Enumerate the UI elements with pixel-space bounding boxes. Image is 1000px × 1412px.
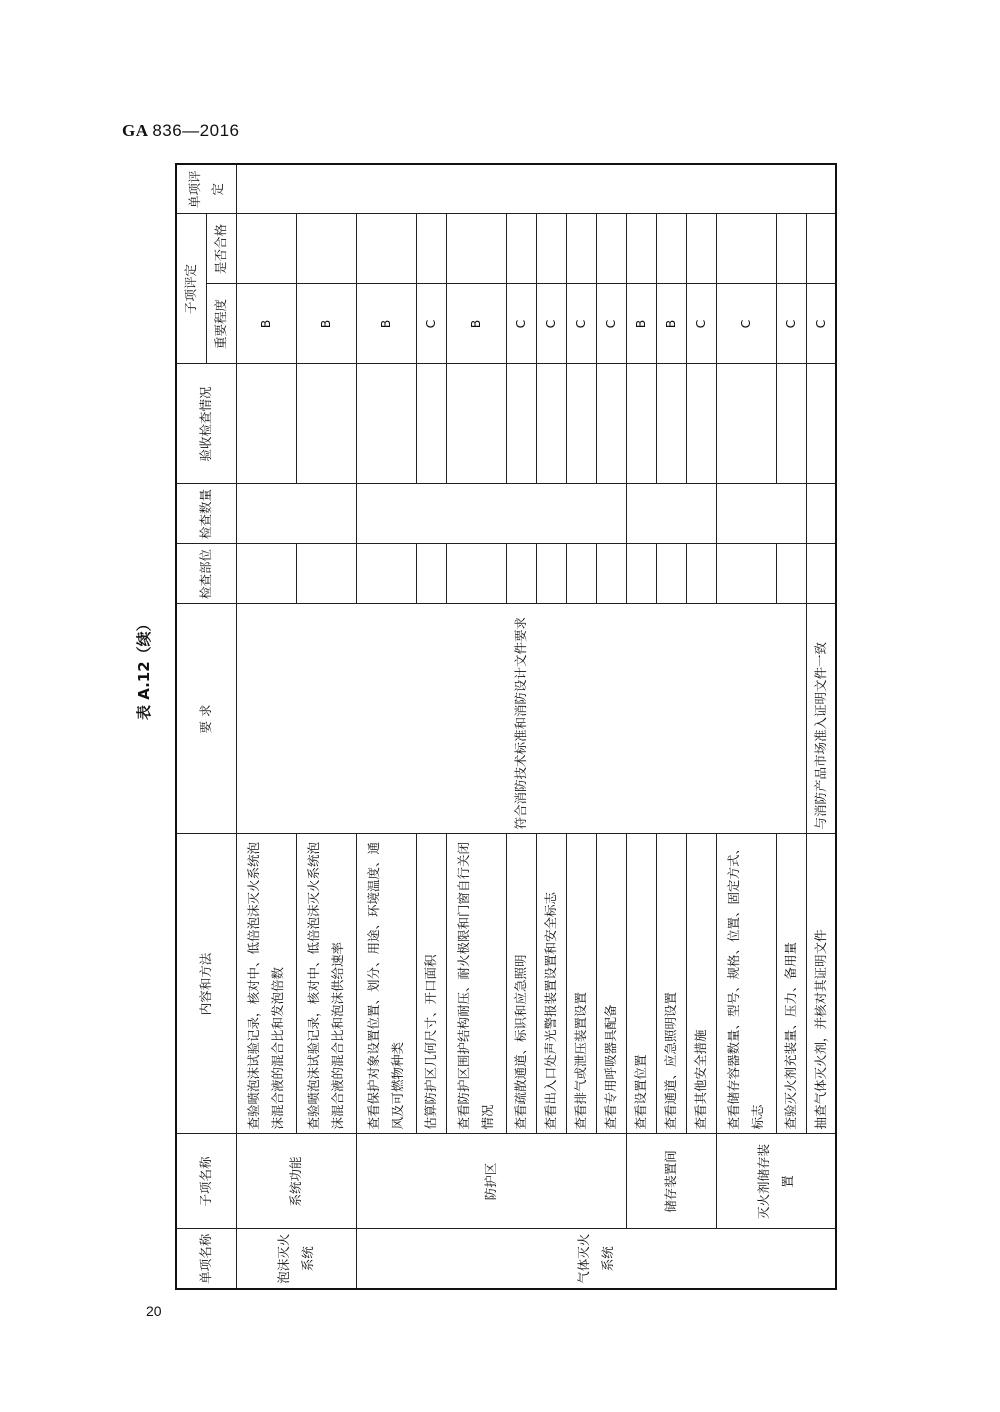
col-acceptance-status: 验收检查情况 — [176, 364, 236, 484]
acceptance-table — [175, 163, 837, 1290]
qualified-cell[interactable] — [446, 214, 506, 284]
qualified-cell[interactable] — [806, 214, 836, 284]
table-row — [236, 164, 296, 1289]
content-cell: 估算防护区几何尺寸、开口面积 — [416, 834, 446, 1134]
check-location-cell[interactable] — [716, 544, 776, 604]
acceptance-status-cell[interactable] — [626, 364, 656, 484]
standard-prefix: GA — [122, 121, 148, 140]
group-foam: 泡沫灭火系统 — [236, 1229, 356, 1289]
check-location-cell[interactable] — [236, 544, 296, 604]
table-row — [806, 164, 836, 1289]
acceptance-status-cell[interactable] — [776, 364, 806, 484]
acceptance-status-cell[interactable] — [806, 364, 836, 484]
qualified-cell[interactable] — [716, 214, 776, 284]
acceptance-status-cell[interactable] — [536, 364, 566, 484]
check-location-cell[interactable] — [596, 544, 626, 604]
table-caption: 表 A.12（续） — [135, 616, 153, 720]
check-location-cell[interactable] — [296, 544, 356, 604]
importance-cell: C — [416, 284, 446, 364]
sub-item-agent-storage: 灭火剂储存装置 — [716, 1134, 836, 1229]
content-cell: 抽查气体灭火剂，并核对其证明文件 — [806, 834, 836, 1134]
importance-cell: B — [296, 284, 356, 364]
check-quantity-cell[interactable] — [236, 484, 356, 544]
qualified-cell[interactable] — [596, 214, 626, 284]
qualified-cell[interactable] — [626, 214, 656, 284]
col-check-location: 检查部位 — [176, 544, 236, 604]
standard-code — [122, 121, 240, 141]
importance-cell: C — [506, 284, 536, 364]
qualified-cell[interactable] — [566, 214, 596, 284]
check-quantity-cell[interactable] — [356, 484, 626, 544]
acceptance-status-cell[interactable] — [296, 364, 356, 484]
check-location-cell[interactable] — [686, 544, 716, 604]
content-cell: 查看疏散通道、标识和应急照明 — [506, 834, 536, 1134]
qualified-cell[interactable] — [356, 214, 416, 284]
check-location-cell[interactable] — [776, 544, 806, 604]
check-location-cell[interactable] — [446, 544, 506, 604]
page-number: 20 — [146, 1303, 162, 1319]
content-cell: 查看防护区围护结构耐压、耐火极限和门窗自行关闭情况 — [446, 834, 506, 1134]
check-location-cell[interactable] — [566, 544, 596, 604]
importance-cell: B — [356, 284, 416, 364]
importance-cell: C — [536, 284, 566, 364]
col-sub-item-rating: 子项评定 — [176, 214, 206, 364]
content-cell: 查看排气或泄压装置设置 — [566, 834, 596, 1134]
single-item-rating-cell[interactable] — [236, 164, 836, 214]
importance-cell: C — [806, 284, 836, 364]
importance-cell: C — [686, 284, 716, 364]
col-sub-item-name: 子项名称 — [176, 1134, 236, 1229]
group-gas: 气体灭火系统 — [356, 1229, 836, 1289]
importance-cell: B — [626, 284, 656, 364]
content-cell: 查看设置位置 — [626, 834, 656, 1134]
content-cell: 查验喷泡沫试验记录，核对中、低倍泡沫灭火系统泡沫混合液的混合比和泡沫供给速率 — [296, 834, 356, 1134]
check-quantity-cell[interactable] — [626, 484, 716, 544]
sub-item-protection-zone: 防护区 — [356, 1134, 626, 1229]
acceptance-status-cell[interactable] — [686, 364, 716, 484]
qualified-cell[interactable] — [536, 214, 566, 284]
content-cell: 查看其他安全措施 — [686, 834, 716, 1134]
check-location-cell[interactable] — [656, 544, 686, 604]
qualified-cell[interactable] — [296, 214, 356, 284]
sub-item-storage-room: 储存装置间 — [626, 1134, 716, 1229]
acceptance-status-cell[interactable] — [236, 364, 296, 484]
check-location-cell[interactable] — [356, 544, 416, 604]
col-content-method: 内容和方法 — [176, 834, 236, 1134]
content-cell: 查看专用呼吸器具配备 — [596, 834, 626, 1134]
check-location-cell[interactable] — [536, 544, 566, 604]
col-requirement: 要 求 — [176, 604, 236, 834]
content-cell: 查看出入口处声光警报装置设置和安全标志 — [536, 834, 566, 1134]
acceptance-status-cell[interactable] — [596, 364, 626, 484]
requirement-market: 与消防产品市场准入证明文件一致 — [806, 604, 836, 834]
acceptance-status-cell[interactable] — [416, 364, 446, 484]
check-location-cell[interactable] — [416, 544, 446, 604]
qualified-cell[interactable] — [776, 214, 806, 284]
rotated-table-container — [175, 165, 835, 1290]
acceptance-status-cell[interactable] — [446, 364, 506, 484]
col-single-item-rating: 单项评定 — [176, 164, 236, 214]
sub-item-system-function: 系统功能 — [236, 1134, 356, 1229]
content-cell: 查验喷泡沫试验记录，核对中、低倍泡沫灭火系统泡沫混合液的混合比和发泡倍数 — [236, 834, 296, 1134]
content-cell: 查看通道、应急照明设置 — [656, 834, 686, 1134]
header-row-1 — [176, 164, 206, 1289]
check-location-cell[interactable] — [806, 544, 836, 604]
importance-cell: B — [656, 284, 686, 364]
check-quantity-cell[interactable] — [716, 484, 806, 544]
requirement-standard: 符合消防技术标准和消防设计文件要求 — [236, 604, 806, 834]
importance-cell: C — [596, 284, 626, 364]
check-location-cell[interactable] — [506, 544, 536, 604]
importance-cell: C — [566, 284, 596, 364]
importance-cell: C — [716, 284, 776, 364]
qualified-cell[interactable] — [506, 214, 536, 284]
acceptance-status-cell[interactable] — [506, 364, 536, 484]
col-check-quantity: 检查数量 — [176, 484, 236, 544]
content-cell: 查看储存容器数量、型号、规格、位置、固定方式、标志 — [716, 834, 776, 1134]
qualified-cell[interactable] — [656, 214, 686, 284]
col-qualified: 是否合格 — [206, 214, 236, 284]
col-single-item-name: 单项名称 — [176, 1229, 236, 1289]
acceptance-status-cell[interactable] — [656, 364, 686, 484]
importance-cell: C — [776, 284, 806, 364]
importance-cell: B — [446, 284, 506, 364]
importance-cell: B — [236, 284, 296, 364]
content-cell: 查验灭火剂充装量、压力、备用量 — [776, 834, 806, 1134]
check-quantity-cell[interactable] — [806, 484, 836, 544]
acceptance-status-cell[interactable] — [356, 364, 416, 484]
qualified-cell[interactable] — [686, 214, 716, 284]
content-cell: 查看保护对象设置位置、划分、用途、环境温度、通风及可燃物种类 — [356, 834, 416, 1134]
acceptance-status-cell[interactable] — [566, 364, 596, 484]
acceptance-status-cell[interactable] — [716, 364, 776, 484]
standard-number: 836—2016 — [152, 121, 240, 140]
qualified-cell[interactable] — [236, 214, 296, 284]
qualified-cell[interactable] — [416, 214, 446, 284]
col-importance: 重要程度 — [206, 284, 236, 364]
check-location-cell[interactable] — [626, 544, 656, 604]
